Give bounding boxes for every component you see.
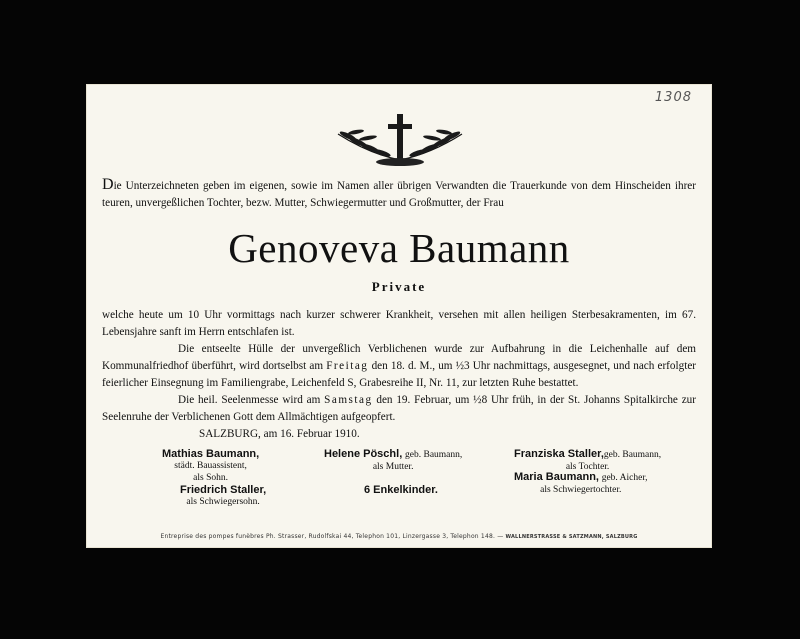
signatory-franziska: Franziska Staller,geb. Baumann, als Tochter. [514, 448, 662, 472]
intro-text [102, 176, 696, 212]
place-date: SALZBURG, am 16. Februar 1910. [199, 428, 360, 440]
cross-with-palm-branches-icon [330, 112, 470, 168]
obituary-card [86, 84, 712, 548]
intro-rest: ie Unterzeichneten geben im eigenen, sowie im Namen aller übrigen Verwandten die Trauerkunde von dem Hinscheiden ihrer teuren, unvergeßlichen Tochter, bezw. Mutter, Schwiegermutter und Großmutter, der Frau [102, 180, 696, 209]
signatory-grandchildren: 6 Enkelkinder. [364, 484, 438, 496]
signatory-maria: Maria Baumann, geb. Aicher, als Schwiegertochter. [514, 471, 648, 495]
deceased-name: Genoveva Baumann [228, 225, 570, 271]
printer-footer: Entreprise des pompes funèbres Ph. Strasser, Rudolfskai 44, Telephon 101, Linzergasse 3, Telephon 148. — WALLNERSTRASSE & SATZMANN, SALZBURG [160, 533, 638, 540]
signatory-friedrich: Friedrich Staller, als Schwiegersohn. [180, 484, 267, 507]
signatories [102, 446, 696, 536]
paragraph-burial: Die entseelte Hülle der unvergeßlich Verblichenen wurde zur Aufbahrung in die Leichenhalle auf dem Kommunalfriedhof überführt, wird dortselbst am Freitag den 18. d. M., um ½3 Uhr nachmittags, ausgesegnet, und nach erfolgter feierlicher Einsegnung im Familiengrabe, Leichenfeld S, Grabesreihe II, Nr. 11, zur letzten Ruhe bestattet. [102, 343, 697, 389]
catalog-number: 1308 [654, 90, 692, 105]
signatory-helene: Helene Pöschl, geb. Baumann, als Mutter. [324, 448, 463, 472]
paragraph-death: welche heute um 10 Uhr vormittags nach kurzer schwerer Krankheit, versehen mit allen heiligen Sterbesakramenten, im 67. Lebensjahre sanft im Herrn entschlafen ist. [102, 309, 696, 338]
signatory-mathias: Mathias Baumann, städt. Bauassistent, als Sohn. [162, 448, 260, 483]
obituary-body [102, 307, 696, 443]
paragraph-mass: Die heil. Seelenmesse wird am Samstag den 19. Februar, um ½8 Uhr früh, in der St. Johanns Spitalkirche zur Seelenruhe der Verblichenen Gott dem Allmächtigen aufgeopfert. [102, 394, 696, 423]
intro-dropcap: D [102, 176, 114, 193]
deceased-occupation: Private [371, 279, 427, 294]
